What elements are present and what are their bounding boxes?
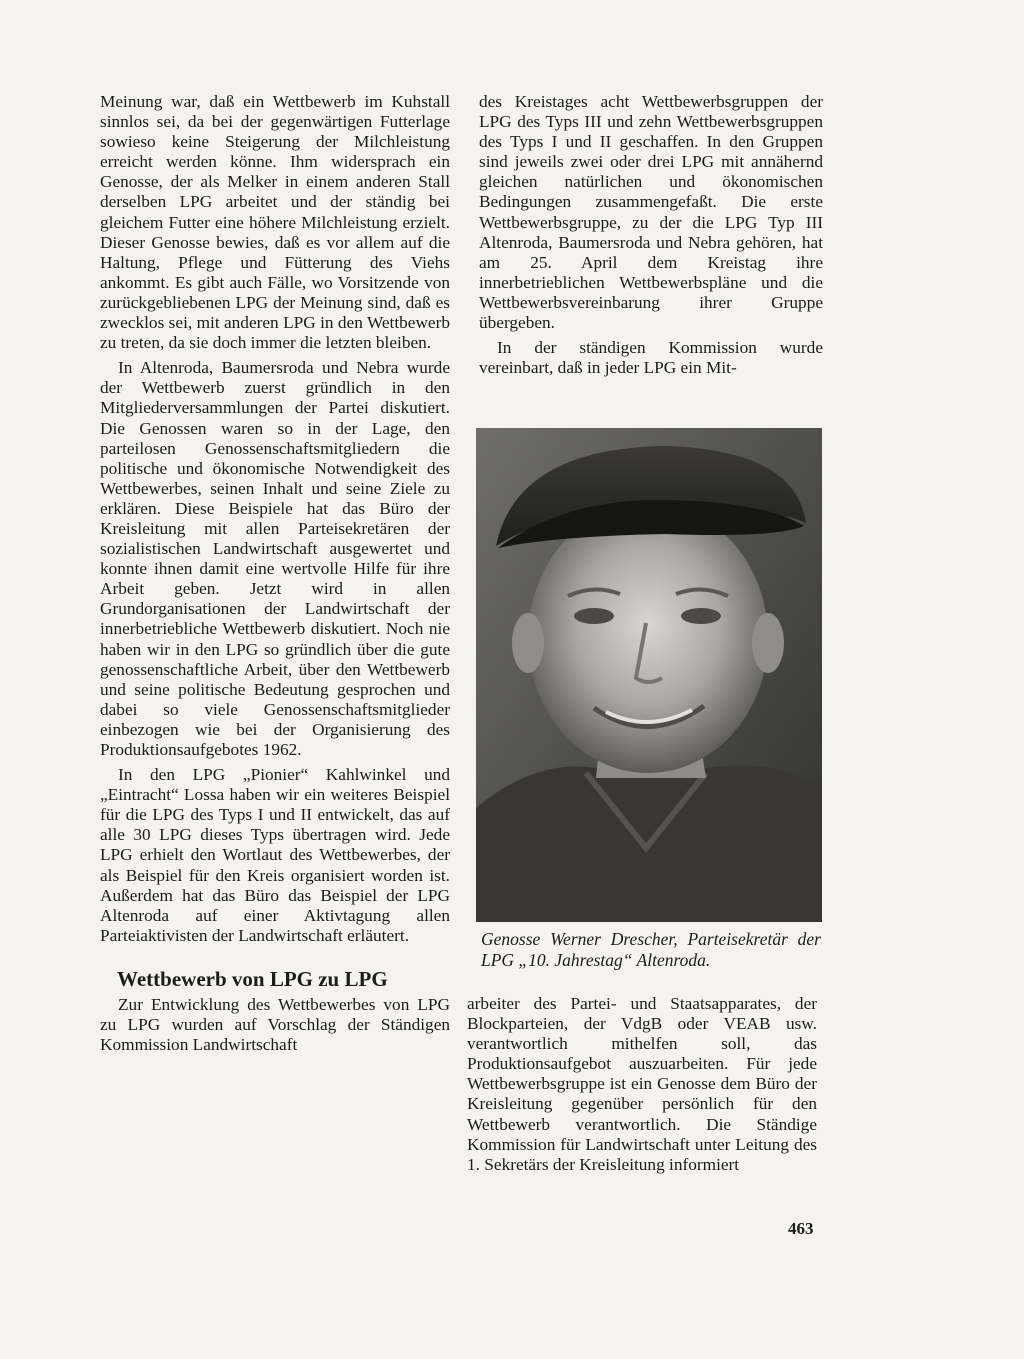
body-paragraph: In der ständigen Kommission wurde vereinbart, daß in jeder LPG ein Mit- [479, 338, 823, 378]
body-paragraph: Meinung war, daß ein Wettbewerb im Kuhstall sinnlos sei, da bei der gegenwärtigen Futterlage sowieso keine Steigerung der Milchleistung erreicht werden könne. Ihm widersprach ein Genosse, der als Melker in einem anderen Stall derselben LPG arbeitet und der ständig bei gleichem Futter eine höhere Milchleistung erzielt. Dieser Genosse bewies, daß es vor allem auf die Haltung, Pflege und Fütterung des Viehs ankommt. Es gibt auch Fälle, wo Vorsitzende von zurückgebliebenen LPG der Meinung sind, daß es zwecklos sei, mit anderen LPG in den Wettbewerb zu treten, da sie doch immer die letzten bleiben. [100, 92, 450, 353]
portrait-image [476, 428, 822, 922]
body-paragraph: Zur Entwicklung des Wettbewerbes von LPG zu LPG wurden auf Vorschlag der Ständigen Kommission Landwirtschaft [100, 994, 450, 1055]
body-paragraph: In den LPG „Pionier“ Kahlwinkel und „Eintracht“ Lossa haben wir ein weiteres Beispiel für die LPG des Typs I und II entwickelt, das auf alle 30 LPG dieses Typs übertragen wird. Jede LPG erhielt den Wortlaut des Wettbewerbes, der als Beispiel für den Kreis organisiert worden ist. Außerdem hat das Büro das Beispiel der LPG Altenroda auf einer Aktivtagung allen Parteiaktivisten der Landwirtschaft erläutert. [100, 765, 450, 945]
portrait-photo [476, 428, 822, 922]
section-heading: Wettbewerb von LPG zu LPG [117, 966, 388, 991]
page-number: 463 [788, 1219, 814, 1238]
right-column-upper [479, 92, 823, 378]
left-column [100, 92, 450, 1055]
body-paragraph: arbeiter des Partei- und Staatsapparates, der Blockparteien, der VdgB oder VEAB usw. verantwortlich mithelfen soll, das Produktionsaufgebot auszuarbeiten. Für jede Wettbewerbsgruppe ist ein Genosse dem Büro der Kreisleitung gegenüber persönlich für den Wettbewerb verantwortlich. Die Ständige Kommission für Landwirtschaft unter Leitung des 1. Sekretärs der Kreisleitung informiert [467, 994, 817, 1174]
right-column-lower [467, 994, 817, 1175]
photo-caption: Genosse Werner Drescher, Parteisekretär der LPG „10. Jahrestag“ Altenroda. [481, 929, 821, 970]
body-paragraph: In Altenroda, Baumersroda und Nebra wurde der Wettbewerb zuerst gründlich in den Mitgliederversammlungen der Partei diskutiert. Die Genossen waren so in der Lage, den parteilosen Genossenschaftsmitgliedern die politische und ökonomische Notwendigkeit des Wettbewerbes, seinen Inhalt und seine Ziele zu erklären. Diese Beispiele hat das Büro der Kreisleitung mit allen Parteisekretären der sozialistischen Landwirtschaft ausgewertet und konnte ihnen damit eine wertvolle Hilfe für ihre Arbeit geben. Jetzt wird in allen Grundorganisationen der Landwirtschaft der innerbetriebliche Wettbewerb diskutiert. Noch nie haben wir in den LPG so gründlich über die gute genossenschaftliche Arbeit, über den Wettbewerb und seine politische Bedeutung gesprochen und dabei so viele Genossenschaftsmitglieder einbezogen wie bei der Organisierung des Produktionsaufgebotes 1962. [100, 358, 450, 759]
body-paragraph: des Kreistages acht Wettbewerbsgruppen der LPG des Typs III und zehn Wettbewerbsgruppen des Typs I und II geschaffen. In den Gruppen sind jeweils zwei oder drei LPG mit annähernd gleichen natürlichen und ökonomischen Bedingungen zusammengefaßt. Die erste Wettbewerbsgruppe, zu der die LPG Typ III Altenroda, Baumersroda und Nebra gehören, hat am 25. April dem Kreistag ihre innerbetrieblichen Wettbewerbspläne und die Wettbewerbsvereinbarung ihrer Gruppe übergeben. [479, 92, 823, 333]
